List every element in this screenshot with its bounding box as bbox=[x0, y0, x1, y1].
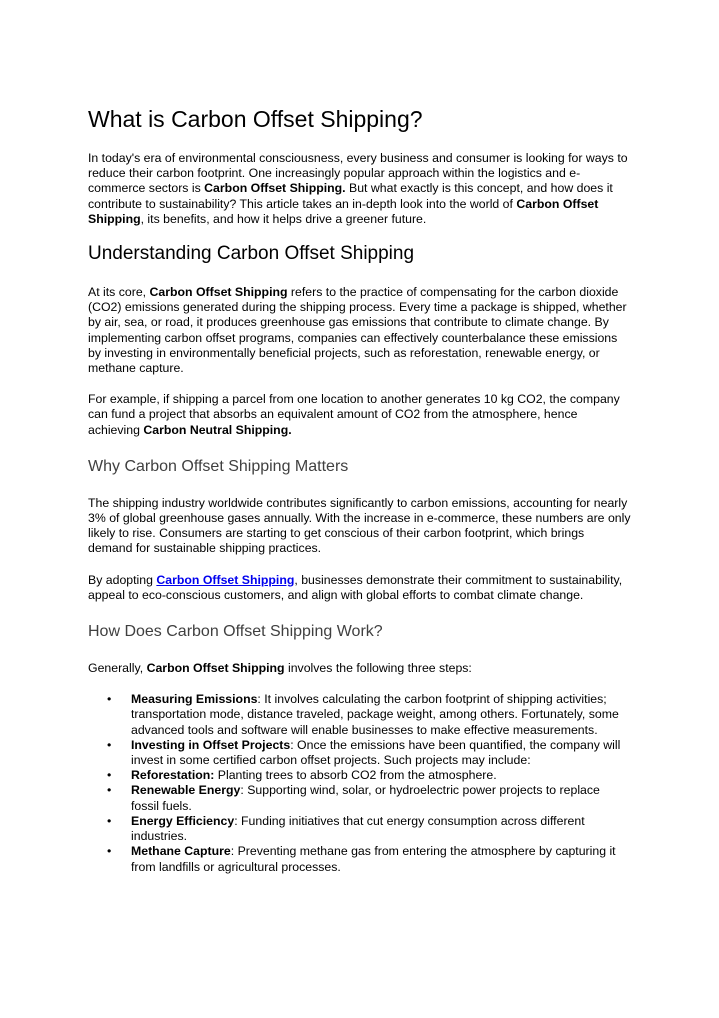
list-item-text: : Once the emissions have been quantified, the company will invest in some certified carbon offset projects. Such projects may include: bbox=[131, 737, 621, 768]
list-item-label: Methane Capture bbox=[131, 844, 231, 859]
understanding-p2-text: For example, if shipping a parcel from one location to another generates 10 kg CO2, the company can fund a project that absorbs an equivalent amount of CO2 from the atmosphere, hence achieving bbox=[88, 392, 620, 437]
understanding-p2-bold: Carbon Neutral Shipping. bbox=[143, 422, 292, 437]
list-item-label: Measuring Emissions bbox=[131, 692, 258, 707]
section-heading-how: How Does Carbon Offset Shipping Work? bbox=[88, 623, 383, 641]
understanding-paragraph-2 bbox=[88, 392, 631, 438]
page-title: What is Carbon Offset Shipping? bbox=[88, 106, 423, 132]
list-item bbox=[107, 692, 631, 738]
bullet-icon: • bbox=[107, 783, 112, 798]
list-item bbox=[107, 813, 631, 844]
steps-list bbox=[88, 692, 631, 874]
list-item bbox=[107, 844, 631, 874]
why-paragraph-2 bbox=[88, 573, 631, 603]
why-p2-text-2: , businesses demonstrate their commitment to sustainability, appeal to eco-conscious customers, and align with global efforts to combat climate change. bbox=[88, 572, 623, 602]
list-item-text: : It involves calculating the carbon footprint of shipping activities; transportation mode, distance traveled, package weight, among others. Fortunately, some advanced tools and software will enable businesses to make effective measurements. bbox=[131, 692, 619, 737]
list-item bbox=[107, 737, 631, 768]
list-item bbox=[107, 783, 631, 813]
intro-paragraph bbox=[88, 151, 631, 227]
understanding-p1-bold: Carbon Offset Shipping bbox=[149, 285, 288, 300]
bullet-icon: • bbox=[107, 737, 112, 752]
understanding-paragraph-1 bbox=[88, 285, 631, 376]
list-item-label: Investing in Offset Projects bbox=[131, 737, 291, 752]
list-item-text: : Supporting wind, solar, or hydroelectric power projects to replace fossil fuels. bbox=[131, 783, 600, 813]
understanding-p1-text-1: At its core, bbox=[88, 285, 150, 300]
section-heading-why: Why Carbon Offset Shipping Matters bbox=[88, 457, 349, 475]
section-heading-understanding: Understanding Carbon Offset Shipping bbox=[88, 243, 415, 265]
list-item-label: Energy Efficiency bbox=[131, 813, 235, 828]
bullet-icon: • bbox=[107, 692, 112, 707]
list-item-text: : Preventing methane gas from entering the atmosphere by capturing it from landfills or agricultural processes. bbox=[131, 844, 616, 874]
bullet-icon: • bbox=[107, 768, 112, 783]
bullet-icon: • bbox=[107, 813, 112, 828]
intro-bold-2: Carbon Offset Shipping bbox=[88, 196, 599, 226]
intro-text-2: But what exactly is this concept, and how does it contribute to sustainability? This article takes an in-depth look into the world of bbox=[88, 181, 613, 211]
why-p2-text-1: By adopting bbox=[88, 572, 157, 587]
list-item-label: Renewable Energy bbox=[131, 783, 241, 798]
how-lead-text-1: Generally, bbox=[88, 661, 147, 676]
intro-text-1: In today's era of environmental consciousness, every business and consumer is looking for ways to reduce their carbon footprint. One increasingly popular approach within the logistics and e-commerce sectors is bbox=[88, 151, 628, 196]
intro-text-3: , its benefits, and how it helps drive a greener future. bbox=[140, 211, 427, 226]
list-item bbox=[107, 768, 631, 783]
carbon-offset-shipping-link[interactable]: Carbon Offset Shipping bbox=[156, 572, 295, 587]
bullet-icon: • bbox=[107, 844, 112, 859]
list-item-text: Planting trees to absorb CO2 from the atmosphere. bbox=[214, 768, 497, 783]
intro-bold-1: Carbon Offset Shipping. bbox=[204, 181, 346, 196]
list-item-text: : Funding initiatives that cut energy consumption across different industries. bbox=[131, 813, 585, 844]
list-item-label: Reforestation: bbox=[131, 768, 215, 783]
why-paragraph-1: The shipping industry worldwide contributes significantly to carbon emissions, accounting for nearly 3% of global greenhouse gases annually. With the increase in e-commerce, these numbers are only likely to rise. Consumers are starting to get conscious of their carbon footprint, which brings demand for sustainable shipping practices. bbox=[88, 495, 631, 556]
understanding-p1-text-2: refers to the practice of compensating for the carbon dioxide (CO2) emissions generated during the shipping process. Every time a package is shipped, whether by air, sea, or road, it produces greenhouse gas emissions that contribute to climate change. By implementing carbon offset programs, companies can effectively counterbalance these emissions by investing in environmentally beneficial projects, such as reforestation, renewable energy, or methane capture. bbox=[88, 285, 627, 376]
how-lead-bold: Carbon Offset Shipping bbox=[146, 661, 285, 676]
how-lead-paragraph bbox=[88, 661, 631, 676]
how-lead-text-2: involves the following three steps: bbox=[284, 661, 472, 676]
